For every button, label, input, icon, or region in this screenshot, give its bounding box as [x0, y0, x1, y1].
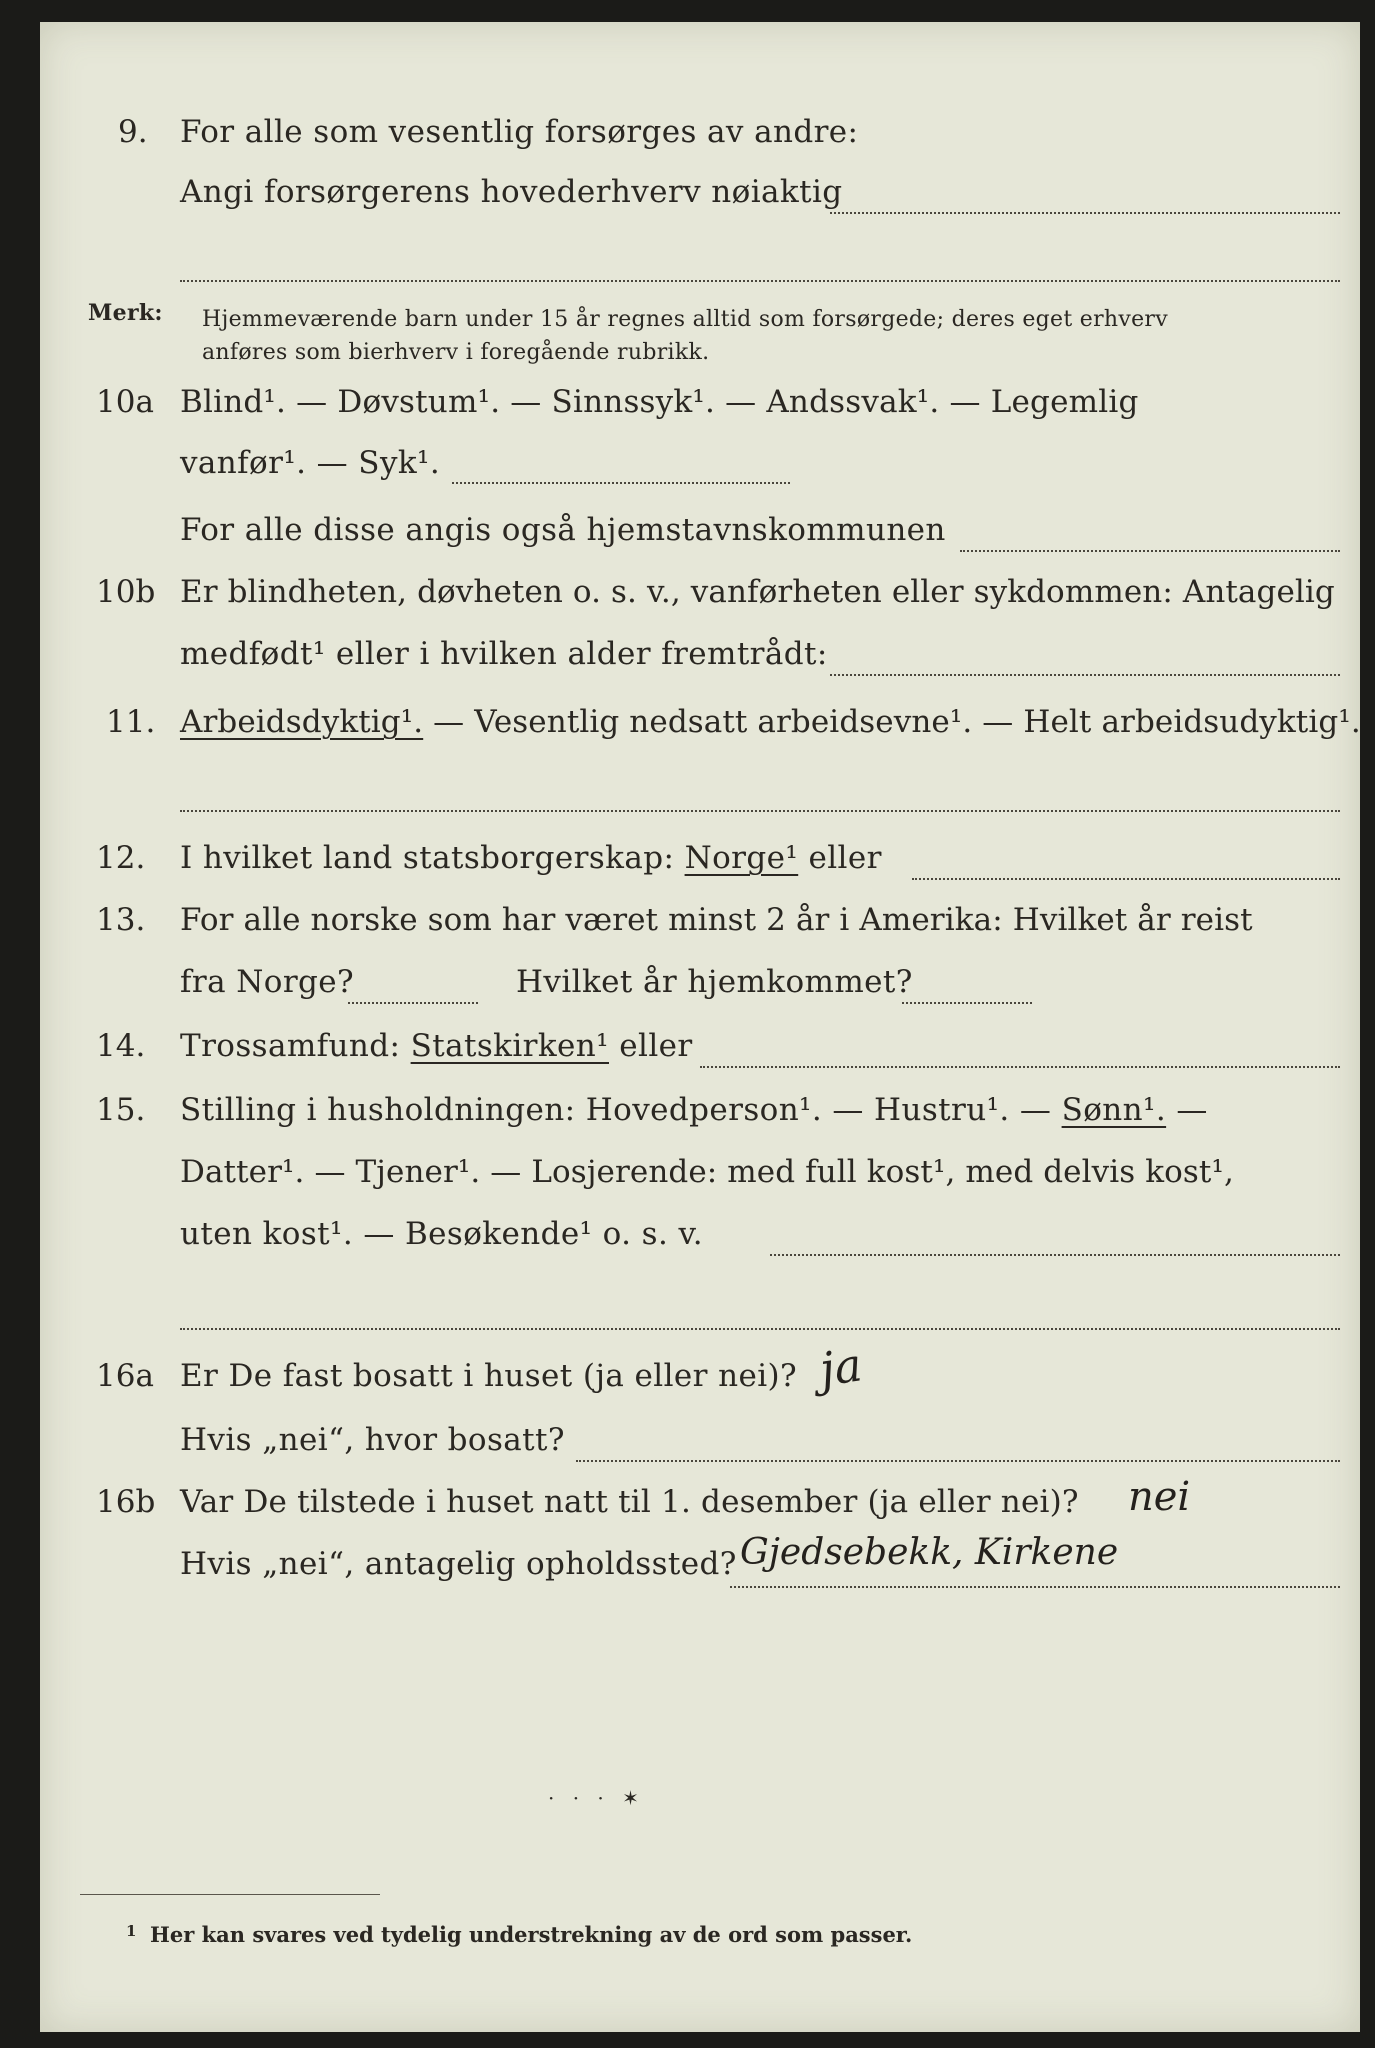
stray-mark: · · · ✶ — [548, 1786, 645, 1810]
q15-option-sonn[interactable]: Sønn¹. — [1061, 1092, 1167, 1128]
q10a-line3: For alle disse angis også hjemstavnskommunen — [180, 512, 946, 548]
q16b-opholdssted-answer-line[interactable] — [730, 1586, 1340, 1588]
q11-number: 11. — [106, 704, 156, 740]
footnote-mark: 1 — [126, 1922, 137, 1940]
merk-label: Merk: — [88, 300, 163, 326]
q12-option-norge[interactable]: Norge¹ — [684, 840, 799, 876]
q14-prefix: Trossamfund: — [180, 1028, 411, 1064]
q12-answer-line[interactable] — [912, 878, 1340, 880]
q14-number: 14. — [96, 1028, 146, 1064]
q16b-handwritten-answer-1: nei — [1128, 1474, 1191, 1520]
q10a-hjemstavn-answer-line[interactable] — [960, 550, 1340, 552]
q16b-line1: Var De tilstede i huset natt til 1. desember (ja eller nei)? — [180, 1484, 1079, 1520]
merk-line1: Hjemmeværende barn under 15 år regnes alltid som forsørgede; deres eget erhverv — [202, 307, 1168, 332]
q16a-bosatt-answer-line[interactable] — [576, 1460, 1340, 1462]
q16a-number: 16a — [96, 1358, 154, 1394]
q9-line1: For alle som vesentlig forsørges av andre: — [180, 114, 859, 150]
q10a-number: 10a — [96, 384, 154, 420]
q16a-line2: Hvis „nei“, hvor bosatt? — [180, 1422, 565, 1458]
footnote-rule — [80, 1894, 380, 1895]
q13-line1: For alle norske som har været minst 2 år i Amerika: Hvilket år reist — [180, 902, 1253, 938]
q10b-line2: medfødt¹ eller i hvilken alder fremtrådt: — [180, 636, 828, 672]
q13-hjemkommet-answer-line[interactable] — [902, 1002, 1032, 1004]
q9-number: 9. — [118, 114, 148, 150]
q9-answer-line[interactable] — [830, 212, 1340, 214]
q12-line — [180, 840, 882, 876]
q10b-line1: Er blindheten, døvheten o. s. v., vanførheten eller sykdommen: Antagelig — [180, 574, 1335, 610]
q14-option-statskirken[interactable]: Statskirken¹ — [410, 1028, 609, 1064]
q12-number: 12. — [96, 840, 146, 876]
q15-line3: uten kost¹. — Besøkende¹ o. s. v. — [180, 1216, 703, 1252]
q10b-answer-line[interactable] — [830, 674, 1340, 676]
q16b-handwritten-answer-2: Gjedsebekk, Kirkene — [740, 1532, 1119, 1573]
q14-answer-line[interactable] — [700, 1066, 1340, 1068]
footnote-text: Her kan svares ved tydelig understrekning av de ord som passer. — [150, 1922, 913, 1947]
q13-number: 13. — [96, 902, 146, 938]
q15-line1 — [180, 1092, 1208, 1128]
q14-suffix: eller — [609, 1028, 693, 1064]
q15-line2: Datter¹. — Tjener¹. — Losjerende: med full kost¹, med delvis kost¹, — [180, 1154, 1234, 1190]
q13-reist-answer-line[interactable] — [348, 1002, 478, 1004]
q16b-number: 16b — [96, 1484, 156, 1520]
q15-answer-line-2[interactable] — [180, 1328, 1340, 1330]
q15-number: 15. — [96, 1092, 146, 1128]
q10b-number: 10b — [96, 574, 156, 610]
q16b-line2: Hvis „nei“, antagelig opholdssted? — [180, 1546, 737, 1582]
census-form-page — [40, 22, 1360, 2032]
q10a-line2: vanfør¹. — Syk¹. — [180, 445, 441, 481]
q15-answer-line[interactable] — [770, 1254, 1340, 1256]
q11-line — [180, 704, 1361, 740]
q13-line2b: Hvilket år hjemkommet? — [516, 964, 913, 1000]
q12-prefix: I hvilket land statsborgerskap: — [180, 840, 685, 876]
q9-answer-line-2[interactable] — [180, 280, 1340, 282]
q11-option-arbeidsdyktig[interactable]: Arbeidsdyktig¹. — [180, 704, 424, 740]
q16a-line1: Er De fast bosatt i huset (ja eller nei)? — [180, 1358, 798, 1394]
q14-line — [180, 1028, 693, 1064]
q15-line1-prefix: Stilling i husholdningen: Hovedperson¹. — Hustru¹. — — [180, 1092, 1062, 1128]
q16a-handwritten-answer: ja — [816, 1337, 866, 1397]
q11-rest: — Vesentlig nedsatt arbeidsevne¹. — Helt arbeidsudyktig¹. — [423, 704, 1361, 740]
q10a-syk-answer-line[interactable] — [452, 482, 790, 484]
q15-line1-suffix: — — [1166, 1092, 1208, 1128]
q13-line2a: fra Norge? — [180, 964, 355, 1000]
merk-line2: anføres som bierhverv i foregående rubrikk. — [202, 340, 710, 365]
q9-line2: Angi forsørgerens hovederhverv nøiaktig — [180, 174, 843, 210]
q12-suffix: eller — [798, 840, 882, 876]
q11-answer-line[interactable] — [180, 810, 1340, 812]
q10a-line1: Blind¹. — Døvstum¹. — Sinnssyk¹. — Andssvak¹. — Legemlig — [180, 384, 1139, 420]
